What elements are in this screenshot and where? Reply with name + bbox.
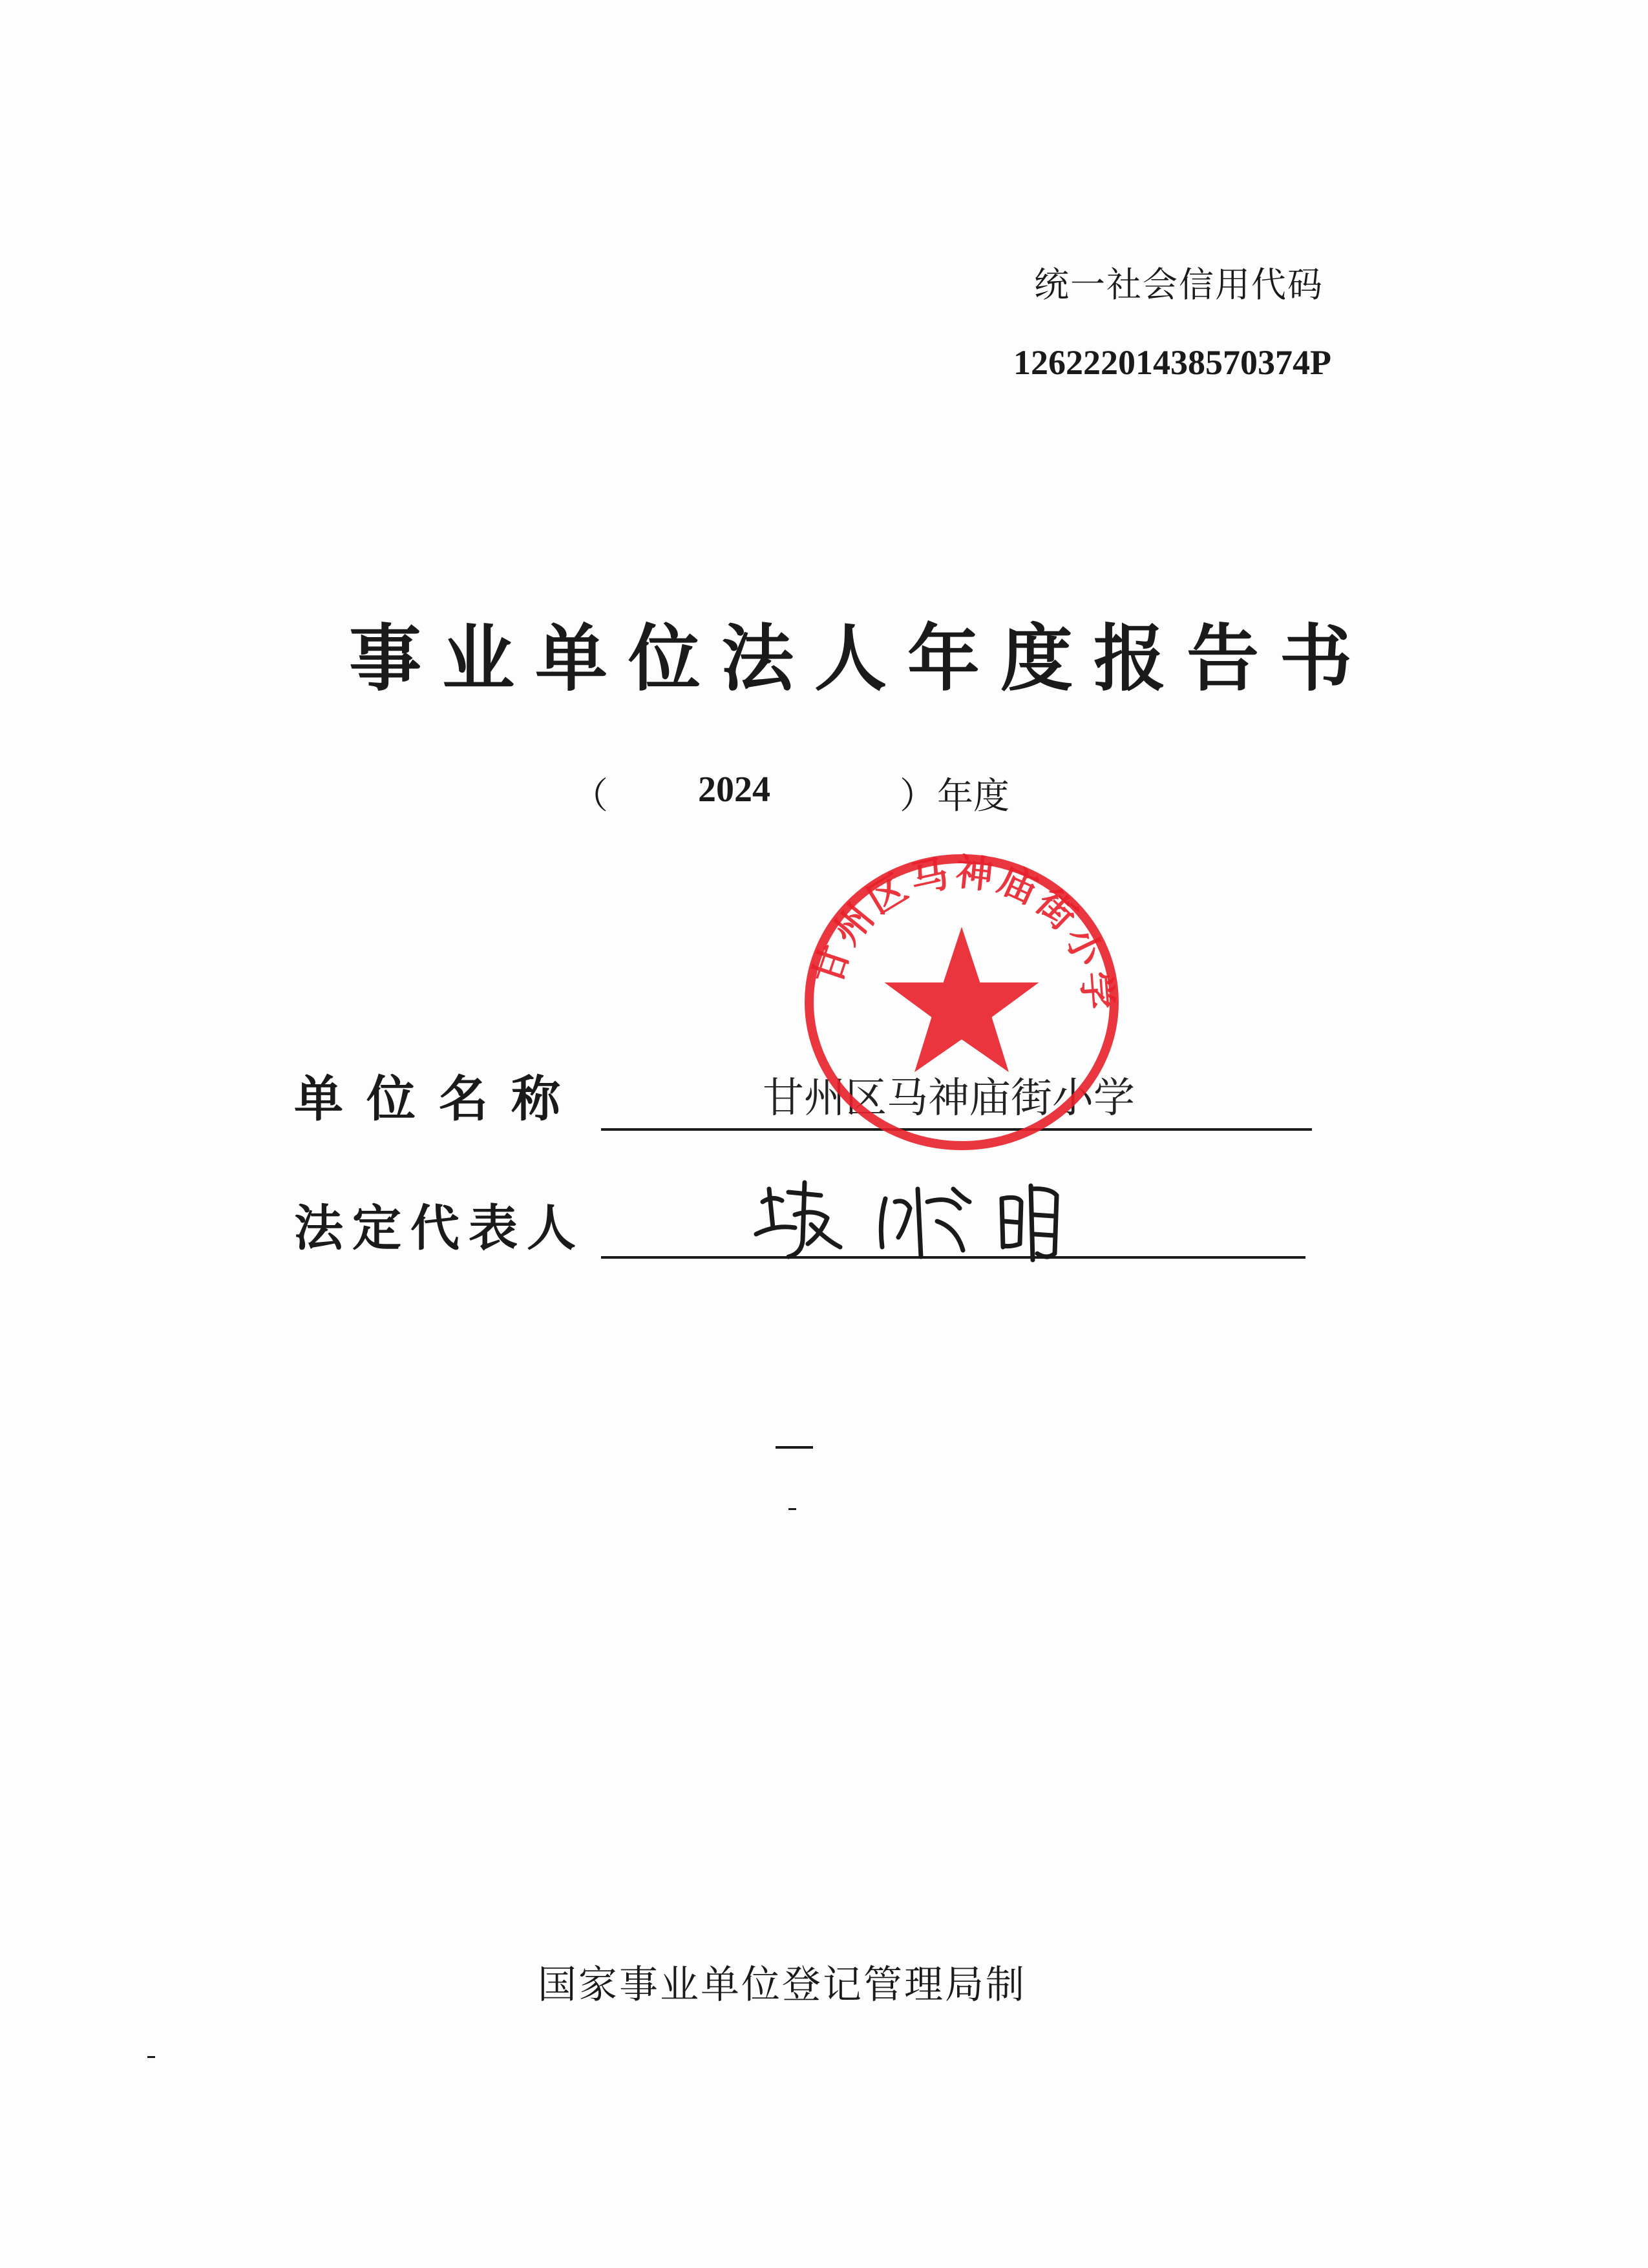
- year-open-paren: （: [572, 775, 608, 817]
- legal-rep-label: 法定代表人: [294, 1199, 585, 1257]
- divider-mark-small: [788, 1508, 796, 1510]
- org-name-value: 甘州区马神庙街小学: [763, 1075, 1135, 1122]
- year-close-paren: ）: [900, 775, 936, 817]
- year-suffix: 年度: [937, 775, 1009, 817]
- official-seal: [800, 850, 1123, 1154]
- margin-mark: [147, 2056, 155, 2058]
- credit-code-label: 统一社会信用代码: [1034, 264, 1324, 305]
- seal-text: 甘州区马神庙街小学: [805, 850, 1121, 1015]
- document-title: 事业单位法人年度报告书: [349, 617, 1373, 701]
- divider-mark: [776, 1446, 813, 1449]
- credit-code-value: 12622201438570374P: [1013, 343, 1331, 382]
- org-name-label: 单位名称: [294, 1070, 584, 1128]
- report-year: 2024: [698, 770, 770, 810]
- publisher-line: 国家事业单位登记管理局制: [538, 1962, 1026, 2008]
- legal-rep-signature: [743, 1163, 1079, 1279]
